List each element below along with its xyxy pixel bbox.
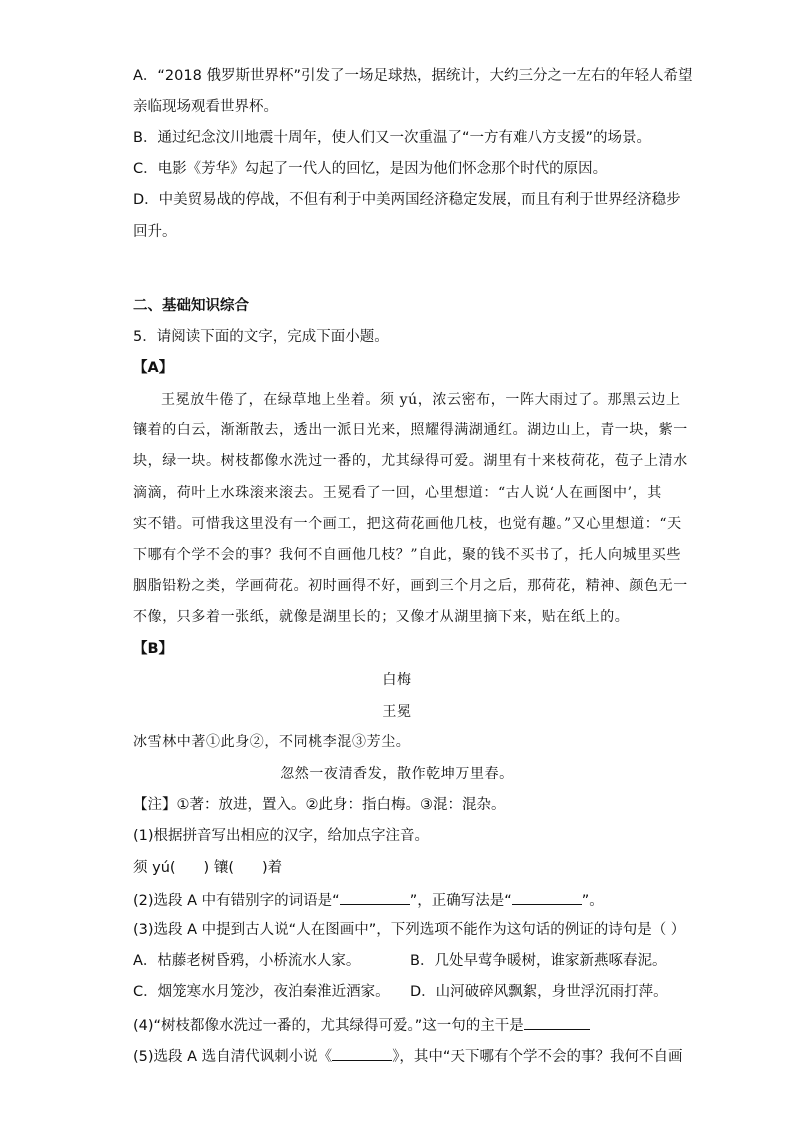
question-5-part: 》，其中“天下哪有个学不会的事？我何不自画 (392, 1049, 683, 1065)
passage-a-line: 不像，只多着一张纸，就像是湖里长的；又像才从湖里摘下来，贴在纸上的。 (133, 609, 630, 625)
poem-author: 王冕 (382, 704, 412, 720)
question-3-option-d: D．山河破碎风飘絮，身世浮沉雨打萍。 (410, 984, 668, 1000)
option-c: C．电影《芳华》勾起了一代人的回忆，是因为他们怀念那个时代的原因。 (133, 161, 608, 177)
option-a-line-2: 亲临现场观看世界杯。 (133, 99, 278, 115)
passage-a-line: 王冕放牛倦了，在绿草地上坐着。须 yú，浓云密布，一阵大雨过了。那黑云边上 (161, 392, 681, 408)
poem-line-1: 冰雪林中著①此身②，不同桃李混③芳尘。 (133, 734, 411, 750)
question-1: (1)根据拼音写出相应的汉字，给加点字注音。 (133, 828, 430, 844)
passage-a-label: 【A】 (133, 360, 174, 376)
question-2-part: ”，正确写法是“ (409, 893, 512, 909)
answer-blank[interactable] (332, 1045, 392, 1061)
fill-label-xiang: ) 镶( (203, 860, 234, 876)
passage-a-line: 下哪有个学不会的事？我何不自画他几枝？”自此，聚的钱不买书了，托人向城里买些 (133, 547, 681, 563)
question-1-fill (133, 858, 282, 878)
question-3: (3)选段 A 中提到古人说“人在图画中”，下列选项不能作为这句话的例证的诗句是（ ） (133, 922, 686, 938)
fill-label-yu: 须 yú( (133, 860, 176, 876)
section-title: 二、基础知识综合 (133, 298, 249, 314)
question-4-text: (4)“树枝都像水洗过一番的，尤其绿得可爱。”这一句的主干是 (133, 1018, 524, 1034)
question-2-part: ”。 (581, 893, 604, 909)
poem-title: 白梅 (382, 672, 412, 688)
passage-a-line: 实不错。可惜我这里没有一个画工，把这荷花画他几枝，也觉有趣。”又心里想道：“天 (133, 516, 682, 532)
option-d-line-2: 回升。 (133, 224, 177, 240)
passage-a-line: 胭脂铅粉之类，学画荷花。初时画得不好，画到三个月之后，那荷花，精神、颜色无一 (133, 578, 688, 594)
poem-note: 【注】①著：放进，置入。②此身：指白梅。③混：混杂。 (133, 797, 506, 813)
answer-blank[interactable] (340, 889, 410, 905)
answer-blank[interactable] (524, 1014, 590, 1030)
option-b: B．通过纪念汶川地震十周年，使人们又一次重温了“一方有难八方支援”的场景。 (133, 130, 651, 146)
question-3-option-a: A．枯藤老树昏鸦，小桥流水人家。 (133, 953, 361, 969)
question-2 (133, 889, 604, 911)
question-5 (133, 1045, 682, 1067)
option-a-line-1: A．“2018 俄罗斯世界杯”引发了一场足球热，据统计，大约三分之一左右的年轻人希望 (133, 68, 693, 84)
option-d-line-1: D．中美贸易战的停战，不但有利于中美两国经济稳定发展，而且有利于世界经济稳步 (133, 192, 681, 208)
poem-line-2: 忽然一夜清香发，散作乾坤万里春。 (280, 766, 514, 782)
question-3-option-b: B．几处早莺争暖树，谁家新燕啄春泥。 (410, 953, 667, 969)
fill-label-zhe: )着 (261, 860, 283, 876)
passage-a-line: 块，绿一块。树枝都像水洗过一番的，尤其绿得可爱。湖里有十来枝荷花，苞子上清水 (133, 453, 688, 469)
passage-a-line: 镶着的白云，渐渐散去，透出一派日光来，照耀得满湖通红。湖边山上，青一块，紫一 (133, 422, 688, 438)
question-3-option-c: C．烟笼寒水月笼沙，夜泊秦淮近酒家。 (133, 984, 390, 1000)
question-5-intro: 5．请阅读下面的文字，完成下面小题。 (133, 329, 389, 345)
question-2-part: (2)选段 A 中有错别字的词语是“ (133, 893, 340, 909)
question-5-part: (5)选段 A 选自清代讽刺小说《 (133, 1049, 333, 1065)
answer-blank[interactable] (512, 889, 582, 905)
passage-b-label: 【B】 (133, 641, 174, 657)
passage-a-line: 滴滴，荷叶上水珠滚来滚去。王冕看了一回，心里想道：“古人说‘人在画图中’，其 (133, 485, 662, 501)
question-4 (133, 1014, 590, 1036)
